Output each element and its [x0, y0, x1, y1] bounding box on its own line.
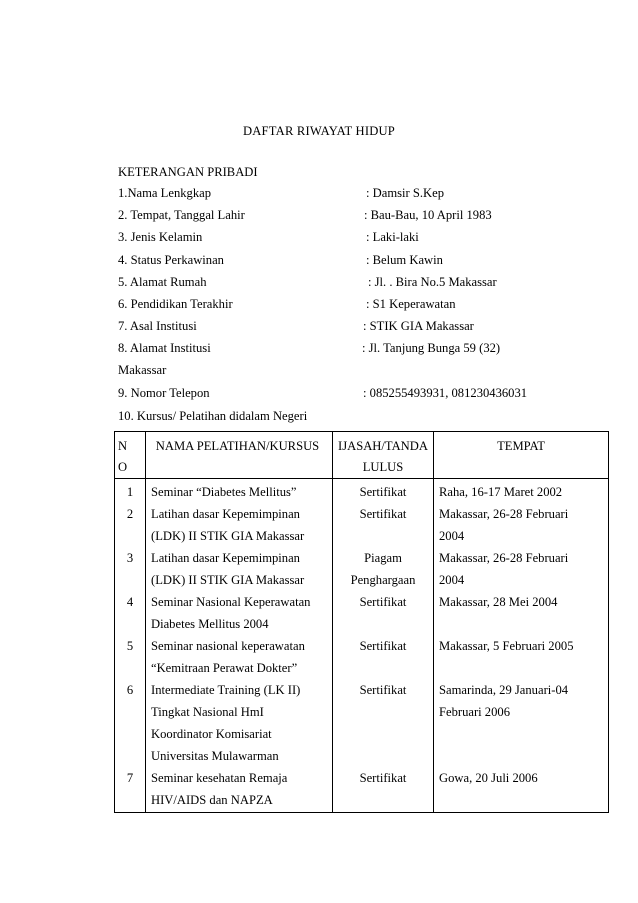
- field-value: : STIK GIA Makassar: [363, 319, 474, 334]
- field-value: : S1 Keperawatan: [366, 297, 456, 311]
- course-place: Raha, 16-17 Maret 2002: [434, 479, 609, 504]
- table-row: [115, 547, 609, 591]
- course-place: Gowa, 20 Juli 2006: [434, 767, 609, 813]
- section-heading: KETERANGAN PRIBADI: [118, 165, 258, 179]
- header-no: N O: [115, 432, 146, 479]
- row-number: 5: [115, 635, 146, 679]
- field-label: 5. Alamat Rumah: [118, 274, 207, 289]
- table-row: [115, 479, 609, 504]
- table-header-row: [115, 432, 609, 479]
- certificate-type: Piagam Penghargaan: [333, 547, 434, 591]
- field-label: 7. Asal Institusi: [118, 319, 197, 334]
- course-name: Seminar “Diabetes Mellitus”: [146, 479, 333, 504]
- field-label: 8. Alamat Institusi: [118, 341, 211, 356]
- table-row: [115, 503, 609, 547]
- course-place: Makassar, 28 Mei 2004: [434, 591, 609, 635]
- certificate-type: Sertifikat: [333, 503, 434, 547]
- course-name: Latihan dasar Kepemimpinan (LDK) II STIK GIA Makassar: [146, 503, 333, 547]
- table-row: [115, 635, 609, 679]
- row-number: 4: [115, 591, 146, 635]
- header-certificate: IJASAH/TANDA LULUS: [333, 432, 434, 479]
- certificate-type: Sertifikat: [333, 679, 434, 767]
- field-value: : Belum Kawin: [366, 252, 443, 267]
- row-number: 6: [115, 679, 146, 767]
- course-name: Latihan dasar Kepemimpinan (LDK) II STIK GIA Makassar: [146, 547, 333, 591]
- certificate-type: Sertifikat: [333, 479, 434, 504]
- field-label: 2. Tempat, Tanggal Lahir: [118, 208, 245, 223]
- course-name: Intermediate Training (LK II) Tingkat Nasional HmI Koordinator Komisariat Universitas Mulawarman: [146, 679, 333, 767]
- field-value: : Damsir S.Kep: [366, 186, 445, 200]
- course-place: Makassar, 26-28 Februari 2004: [434, 503, 609, 547]
- field-label: 1.Nama Lenkgkap: [118, 186, 212, 200]
- row-number: 3: [115, 547, 146, 591]
- header-place: TEMPAT: [434, 432, 609, 479]
- field-value: : Jl. . Bira No.5 Makassar: [368, 274, 497, 289]
- document-title: DAFTAR RIWAYAT HIDUP: [242, 124, 396, 138]
- courses-table: [114, 431, 609, 813]
- field-label: 9. Nomor Telepon: [118, 386, 210, 400]
- field-value: : Jl. Tanjung Bunga 59 (32): [362, 341, 501, 356]
- certificate-type: Sertifikat: [333, 635, 434, 679]
- certificate-type: Sertifikat: [333, 767, 434, 813]
- row-number: 7: [115, 767, 146, 813]
- course-name: Seminar kesehatan Remaja HIV/AIDS dan NAPZA: [146, 767, 333, 813]
- table-row: [115, 767, 609, 813]
- field-value: : Laki-laki: [366, 230, 419, 245]
- course-place: Makassar, 26-28 Februari 2004: [434, 547, 609, 591]
- course-place: Makassar, 5 Februari 2005: [434, 635, 609, 679]
- course-name: Seminar Nasional Keperawatan Diabetes Mellitus 2004: [146, 591, 333, 635]
- field-value: : 085255493931, 081230436031: [363, 386, 528, 400]
- field-label: 4. Status Perkawinan: [118, 252, 224, 267]
- header-name: NAMA PELATIHAN/KURSUS: [146, 432, 333, 479]
- field-value: : Bau-Bau, 10 April 1983: [364, 208, 492, 223]
- table-row: [115, 591, 609, 635]
- course-place: Samarinda, 29 Januari-04 Februari 2006: [434, 679, 609, 767]
- course-name: Seminar nasional keperawatan “Kemitraan Perawat Dokter”: [146, 635, 333, 679]
- courses-heading: 10. Kursus/ Pelatihan didalam Negeri: [118, 409, 308, 423]
- certificate-type: Sertifikat: [333, 591, 434, 635]
- row-number: 1: [115, 479, 146, 504]
- address-continuation: Makassar: [118, 363, 167, 377]
- field-label: 6. Pendidikan Terakhir: [118, 297, 233, 311]
- table-row: [115, 679, 609, 767]
- field-label: 3. Jenis Kelamin: [118, 230, 203, 245]
- row-number: 2: [115, 503, 146, 547]
